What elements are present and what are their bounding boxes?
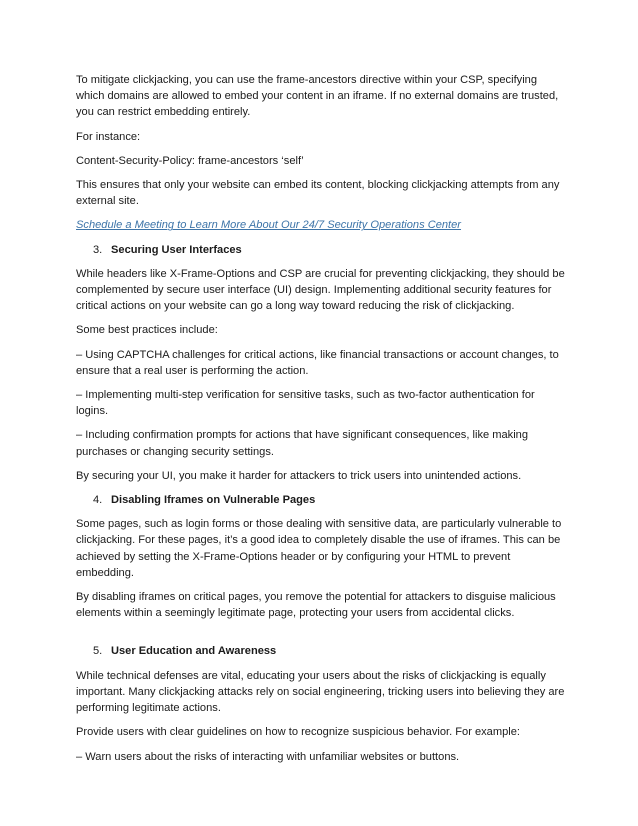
section-4-paragraph-2: By disabling iframes on critical pages, you remove the potential for attackers to disguise malicious elements within a seemingly legitimate page, protecting your users from accidental clicks. (76, 591, 556, 620)
schedule-meeting-link[interactable]: Schedule a Meeting to Learn More About Our 24/7 Security Operations Center (76, 219, 462, 232)
csp-example-text: Content-Security-Policy: frame-ancestors ‘self’ (76, 154, 304, 167)
section-4-title: Disabling Iframes on Vulnerable Pages (111, 494, 316, 507)
section-4-number: 4. (93, 494, 103, 507)
section-4-paragraph-1: Some pages, such as login forms or those dealing with sensitive data, are particularly vulnerable to clickjacking. For these pages, it’s a good idea to completely disable the use of iframes. This can be achieved by setting the X-Frame-Options header or by configuring your HTML to prevent embedding. (76, 518, 562, 579)
section-3-bullet-2: – Implementing multi-step verification for sensitive tasks, such as two-factor authentication for logins. (76, 389, 535, 418)
section-3-bullet-3: – Including confirmation prompts for actions that have significant consequences, like making purchases or changing security settings. (76, 429, 529, 458)
document-page (76, 72, 568, 773)
section-5-paragraph-1: While technical defenses are vital, educating your users about the risks of clickjacking is equally important. Many clickjacking attacks rely on social engineering, tricking users into believing they are performing legitimate actions. (76, 669, 565, 715)
ensures-paragraph: This ensures that only your website can embed its content, blocking clickjacking attempts from any external site. (76, 179, 560, 208)
section-3-bullet-1: – Using CAPTCHA challenges for critical actions, like financial transactions or account changes, to ensure that a real user is performing the action. (76, 348, 559, 377)
section-3-paragraph-2: Some best practices include: (76, 324, 218, 337)
section-5-heading (76, 643, 568, 659)
section-3-paragraph-3: By securing your UI, you make it harder for attackers to trick users into unintended actions. (76, 469, 522, 482)
section-3-number: 3. (93, 243, 103, 256)
for-instance-text: For instance: (76, 130, 141, 143)
intro-paragraph: To mitigate clickjacking, you can use the frame-ancestors directive within your CSP, specifying which domains are allowed to embed your content in an iframe. If no external domains are trusted, you can restrict embedding entirely. (76, 74, 559, 119)
section-5-paragraph-2: Provide users with clear guidelines on how to recognize suspicious behavior. For example: (76, 726, 520, 739)
section-3-paragraph-1: While headers like X-Frame-Options and CSP are crucial for preventing clickjacking, they should be complemented by secure user interface (UI) design. Implementing additional security features for critical actions on your website can go a long way toward reducing the risk of clickjacking. (76, 267, 565, 313)
section-4-heading (76, 492, 568, 508)
section-5-number: 5. (93, 645, 103, 658)
section-3-heading (76, 242, 568, 258)
section-3-title: Securing User Interfaces (111, 243, 242, 256)
section-5-title: User Education and Awareness (111, 645, 277, 658)
section-5-bullet-1: – Warn users about the risks of interacting with unfamiliar websites or buttons. (76, 750, 460, 763)
blank-line (76, 629, 568, 643)
